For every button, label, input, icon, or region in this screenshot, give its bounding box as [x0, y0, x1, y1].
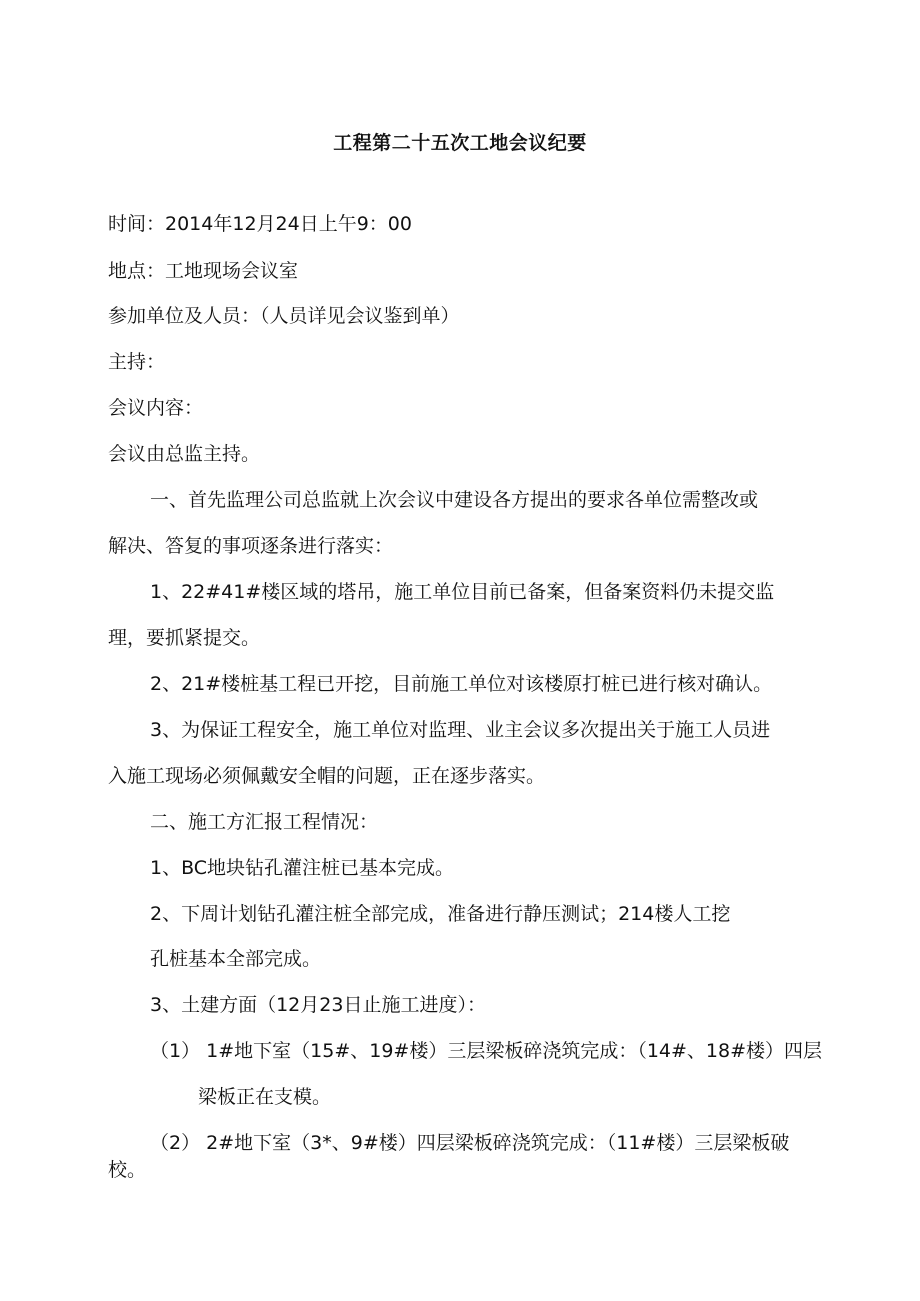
sub2-line1: （2） 2#地下室（3*、9#楼）四层梁板碎浇筑完成：（11#楼）三层梁板破 — [150, 1132, 790, 1154]
section1-line2: 解决、答复的事项逐条进行落实： — [108, 535, 394, 557]
item3-line1: 3、为保证工程安全，施工单位对监理、业主会议多次提出关于施工人员进 — [150, 719, 771, 741]
meeting-intro: 会议由总监主持。 — [108, 443, 261, 465]
sub2-line2: 校。 — [108, 1159, 147, 1181]
sub1-line2: 梁板正在支模。 — [198, 1086, 332, 1108]
meeting-host: 主持： — [108, 351, 166, 373]
section2-heading: 二、施工方汇报工程情况： — [150, 811, 379, 833]
sub1-line1: （1） 1#地下室（15#、19#楼）三层梁板碎浇筑完成：（14#、18#楼）四层 — [150, 1040, 823, 1062]
item1-line1: 1、22#41#楼区域的塔吊，施工单位目前已备案，但备案资料仍未提交监 — [150, 581, 775, 603]
section1-line1: 一、首先监理公司总监就上次会议中建设各方提出的要求各单位需整改或 — [150, 489, 759, 511]
item2: 2、21#楼桩基工程已开挖，目前施工单位对该楼原打桩已进行核对确认。 — [150, 673, 773, 695]
s2-item3: 3、土建方面（12月23日止施工进度）： — [150, 994, 486, 1016]
item1-line2: 理，要抓紧提交。 — [108, 627, 261, 649]
meeting-content-label: 会议内容： — [108, 397, 204, 419]
s2-item2-line1: 2、下周计划钻孔灌注桩全部完成，准备进行静压测试；214楼人工挖 — [150, 903, 731, 925]
meeting-attendees: 参加单位及人员：（人员详见会议鉴到单） — [108, 305, 460, 327]
s2-item2-line2: 孔桩基本全部完成。 — [150, 948, 322, 970]
document-title: 工程第二十五次工地会议纪要 — [333, 132, 587, 154]
item3-line2: 入施工现场必须佩戴安全帽的问题，正在逐步落实。 — [108, 765, 546, 787]
s2-item1: 1、BC地块钻孔灌注桩已基本完成。 — [150, 857, 455, 879]
meeting-place: 地点：工地现场会议室 — [108, 260, 299, 282]
meeting-time: 时间：2014年12月24日上午9：00 — [108, 213, 412, 235]
